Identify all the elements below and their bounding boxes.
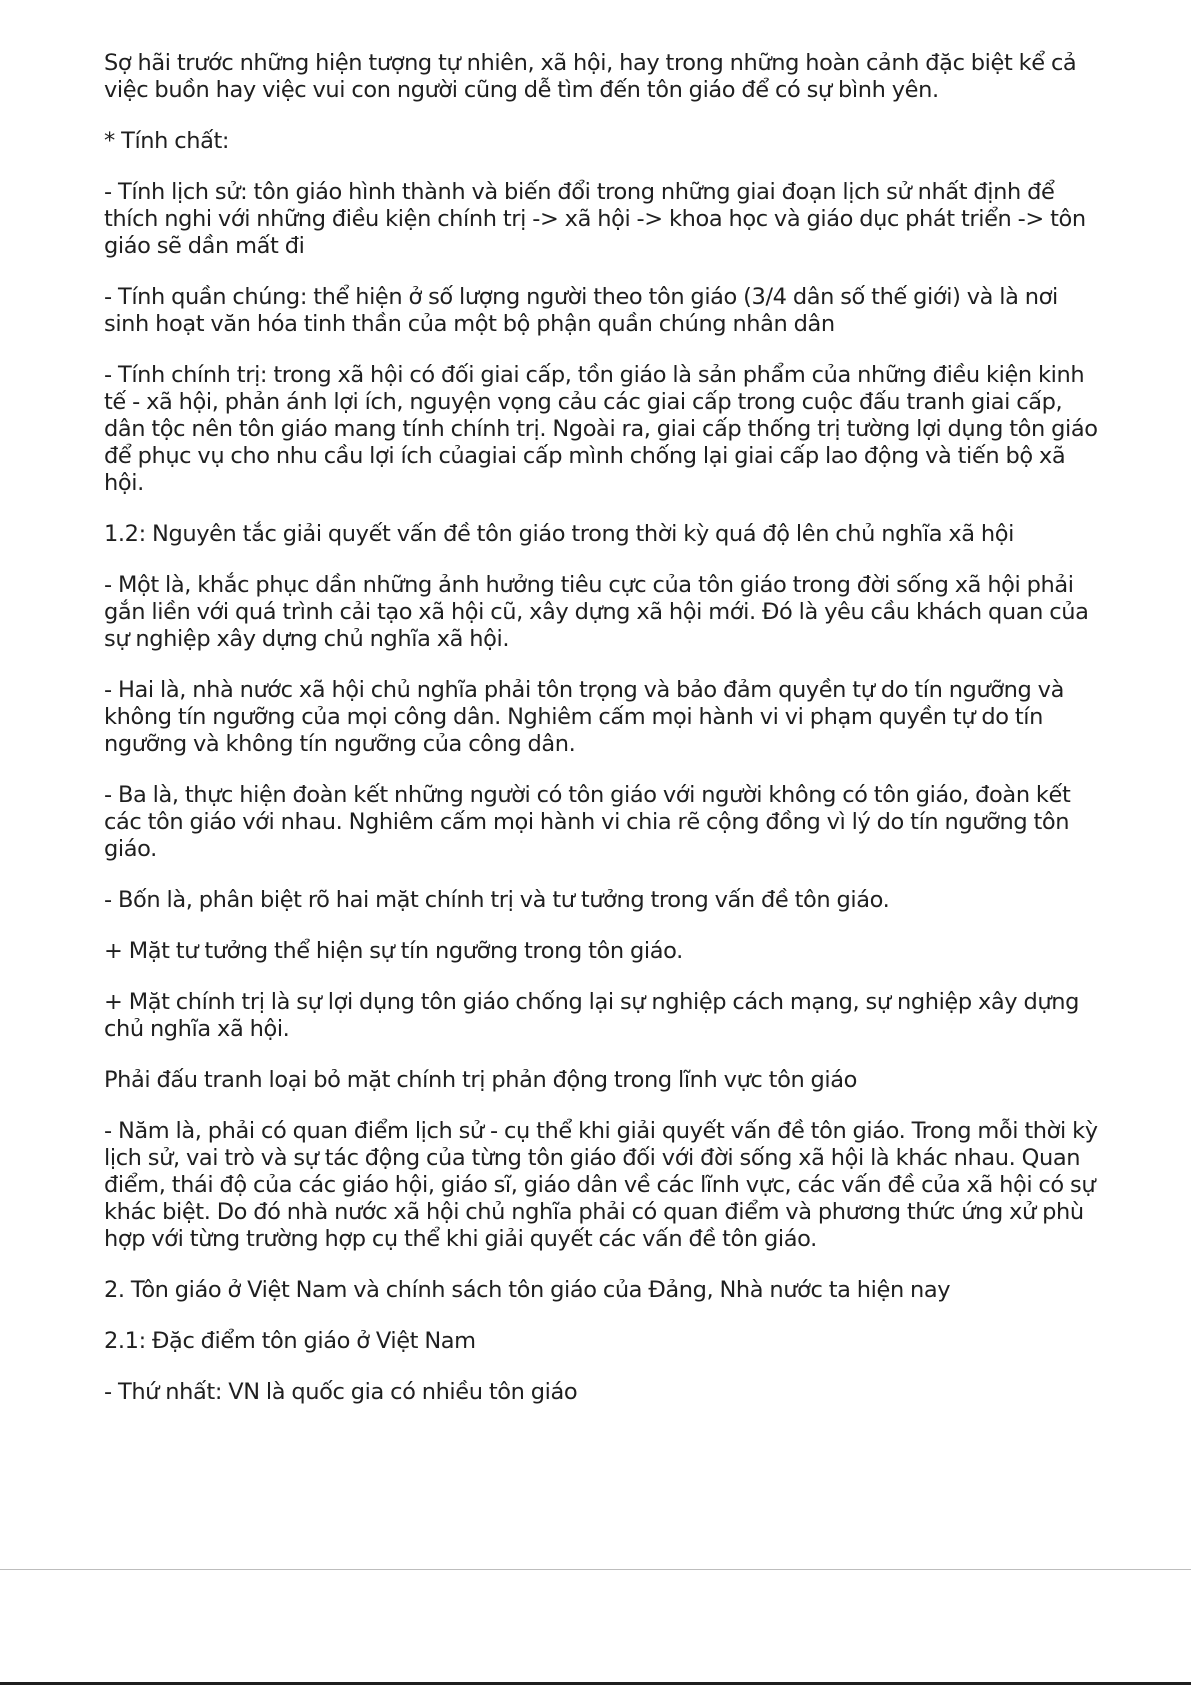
paragraph-mass-nature: - Tính quần chúng: thể hiện ở số lượng người theo tôn giáo (3/4 dân số thế giới) và là nơi sinh hoạt văn hóa tinh thần của một bộ phận quần chúng nhân dân <box>104 284 1058 337</box>
paragraph-principle-one: - Một là, khắc phục dần những ảnh hưởng tiêu cực của tôn giáo trong đời sống xã hội phải gắn liền với quá trình cải tạo xã hội cũ, xây dựng xã hội mới. Đó là yêu cầu khách quan của sự nghiệp xây dựng chủ nghĩa xã hội. <box>104 572 1089 652</box>
paragraph-intro-fear: Sợ hãi trước những hiện tượng tự nhiên, xã hội, hay trong những hoàn cảnh đặc biệt kể cả việc buồn hay việc vui con người cũng dễ tìm đến tôn giáo để có sự bình yên. <box>104 50 1077 103</box>
paragraph-political-aspect: + Mặt chính trị là sự lợi dụng tôn giáo chống lại sự nghiệp cách mạng, sự nghiệp xây dựng chủ nghĩa xã hội. <box>104 989 1079 1042</box>
document-body <box>104 50 1104 1430</box>
paragraph-principle-two: - Hai là, nhà nước xã hội chủ nghĩa phải tôn trọng và bảo đảm quyền tự do tín ngưỡng và không tín ngưỡng của mọi công dân. Nghiêm cấm mọi hành vi vi phạm quyền tự do tín ngưỡng và không tín ngưỡng của công dân. <box>104 677 1064 757</box>
paragraph-ideological-aspect: + Mặt tư tưởng thể hiện sự tín ngưỡng trong tôn giáo. <box>104 938 683 964</box>
heading-section-2-1: 2.1: Đặc điểm tôn giáo ở Việt Nam <box>104 1328 476 1354</box>
heading-section-1-2: 1.2: Nguyên tắc giải quyết vấn đề tôn giáo trong thời kỳ quá độ lên chủ nghĩa xã hội <box>104 521 1014 547</box>
paragraph-principle-four: - Bốn là, phân biệt rõ hai mặt chính trị và tư tưởng trong vấn đề tôn giáo. <box>104 887 890 913</box>
heading-section-2: 2. Tôn giáo ở Việt Nam và chính sách tôn giáo của Đảng, Nhà nước ta hiện nay <box>104 1277 951 1303</box>
paragraph-principle-five: - Năm là, phải có quan điểm lịch sử - cụ thể khi giải quyết vấn đề tôn giáo. Trong mỗi thời kỳ lịch sử, vai trò và sự tác động của từng tôn giáo đối với đời sống xã hội là khác nhau. Quan điểm, thái độ của các giáo hội, giáo sĩ, giáo dân về các lĩnh vực, các vấn đề của xã hội có sự khác biệt. Do đó nhà nước xã hội chủ nghĩa phải có quan điểm và phương thức ứng xử phù hợp với từng trường hợp cụ thể khi giải quyết các vấn đề tôn giáo. <box>104 1118 1098 1252</box>
paragraph-political-nature: - Tính chính trị: trong xã hội có đối giai cấp, tồn giáo là sản phẩm của những điều kiện kinh tế - xã hội, phản ánh lợi ích, nguyện vọng cảu các giai cấp trong cuộc đấu tranh giai cấp, dân tộc nên tôn giáo mang tính chính trị. Ngoài ra, giai cấp thống trị tường lợi dụng tôn giáo để phục vụ cho nhu cầu lợi ích củagiai cấp mình chống lại giai cấp lao động và tiến bộ xã hội. <box>104 362 1098 496</box>
paragraph-principle-three: - Ba là, thực hiện đoàn kết những người có tôn giáo với người không có tôn giáo, đoàn kết các tôn giáo với nhau. Nghiêm cấm mọi hành vi chia rẽ cộng đồng vì lý do tín ngưỡng tôn giáo. <box>104 782 1071 862</box>
paragraph-struggle: Phải đấu tranh loại bỏ mặt chính trị phản động trong lĩnh vực tôn giáo <box>104 1067 858 1093</box>
paragraph-first-feature: - Thứ nhất: VN là quốc gia có nhiều tôn giáo <box>104 1379 578 1405</box>
heading-properties: * Tính chất: <box>104 128 230 154</box>
paragraph-historical-nature: - Tính lịch sử: tôn giáo hình thành và biến đổi trong những giai đoạn lịch sử nhất định để thích nghi với những điều kiện chính trị -> xã hội -> khoa học và giáo dục phát triển -> tôn giáo sẽ dần mất đi <box>104 179 1086 259</box>
next-page-area <box>0 1570 1191 1685</box>
